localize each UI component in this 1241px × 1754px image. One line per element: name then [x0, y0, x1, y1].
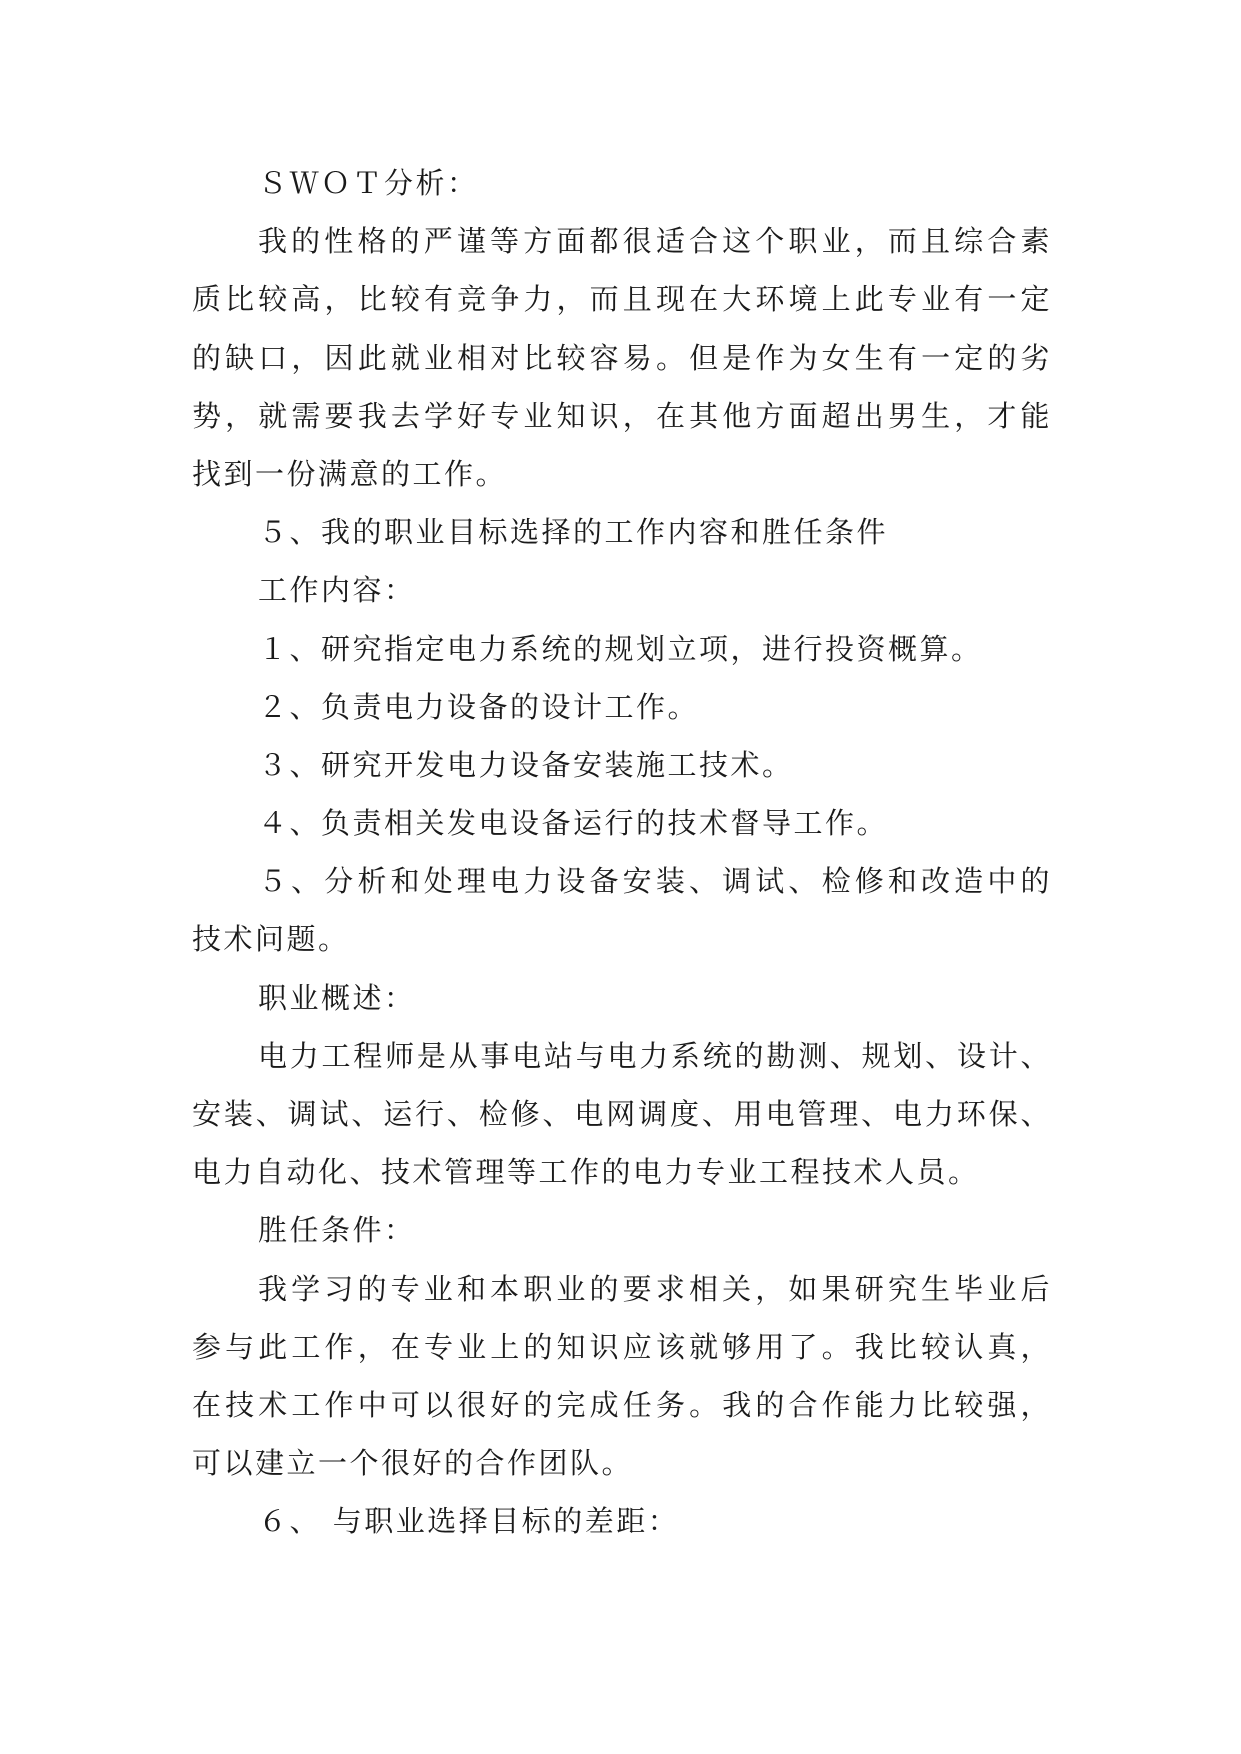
heading-line: 职业概述： [258, 980, 416, 1015]
list-item [192, 736, 1052, 794]
heading-line: ６、 与职业选择目标的差距： [258, 1504, 680, 1539]
paragraph-qualifications [192, 1260, 1052, 1493]
list-item-line: ３、研究开发电力设备安装施工技术。 [258, 747, 794, 782]
document-body [192, 154, 1052, 1551]
paragraph-line: 的缺口，因此就业相对比较容易。但是作为女生有一定的劣 [192, 340, 1052, 375]
list-item [192, 620, 1052, 678]
section-heading-5 [192, 503, 1052, 561]
paragraph-line: 电力自动化、技术管理等工作的电力专业工程技术人员。 [192, 1155, 980, 1190]
paragraph-career-overview [192, 1027, 1052, 1202]
paragraph-line: 我的性格的严谨等方面都很适合这个职业，而且综合素 [258, 224, 1052, 259]
subheading-work-content [192, 561, 1052, 619]
list-item-line: 技术问题。 [192, 922, 350, 957]
paragraph-line: 在技术工作中可以很好的完成任务。我的合作能力比较强， [192, 1387, 1052, 1422]
list-item-line: ４、负责相关发电设备运行的技术督导工作。 [258, 806, 889, 841]
list-item [192, 678, 1052, 736]
paragraph-line: 质比较高，比较有竞争力，而且现在大环境上此专业有一定 [192, 282, 1052, 317]
paragraph-line: 我学习的专业和本职业的要求相关，如果研究生毕业后 [258, 1271, 1052, 1306]
list-item [192, 852, 1052, 968]
heading-line: 胜任条件： [258, 1213, 416, 1248]
paragraph-line: 可以建立一个很好的合作团队。 [192, 1446, 634, 1481]
subheading-qualifications [192, 1201, 1052, 1259]
paragraph-line: 安装、调试、运行、检修、电网调度、用电管理、电力环保、 [192, 1097, 1052, 1131]
list-item-line: ５、分析和处理电力设备安装、调试、检修和改造中的 [258, 864, 1052, 899]
list-item-line: ２、负责电力设备的设计工作。 [258, 689, 700, 724]
paragraph-swot-analysis [192, 212, 1052, 503]
paragraph-line: 电力工程师是从事电站与电力系统的勘测、规划、设计、 [258, 1038, 1052, 1073]
heading-line: ５、我的职业目标选择的工作内容和胜任条件 [258, 515, 889, 550]
heading-line: ＳＷＯＴ分析： [258, 166, 479, 200]
subheading-career-overview [192, 969, 1052, 1027]
paragraph-line: 势，就需要我去学好专业知识，在其他方面超出男生，才能 [192, 398, 1052, 433]
section-heading-swot [192, 154, 1052, 212]
list-item-line: １、研究指定电力系统的规划立项，进行投资概算。 [258, 631, 983, 666]
section-heading-6 [192, 1492, 1052, 1550]
paragraph-line: 参与此工作，在专业上的知识应该就够用了。我比较认真， [192, 1329, 1052, 1364]
paragraph-line: 找到一份满意的工作。 [192, 456, 508, 491]
heading-line: 工作内容： [258, 573, 416, 608]
list-item [192, 794, 1052, 852]
